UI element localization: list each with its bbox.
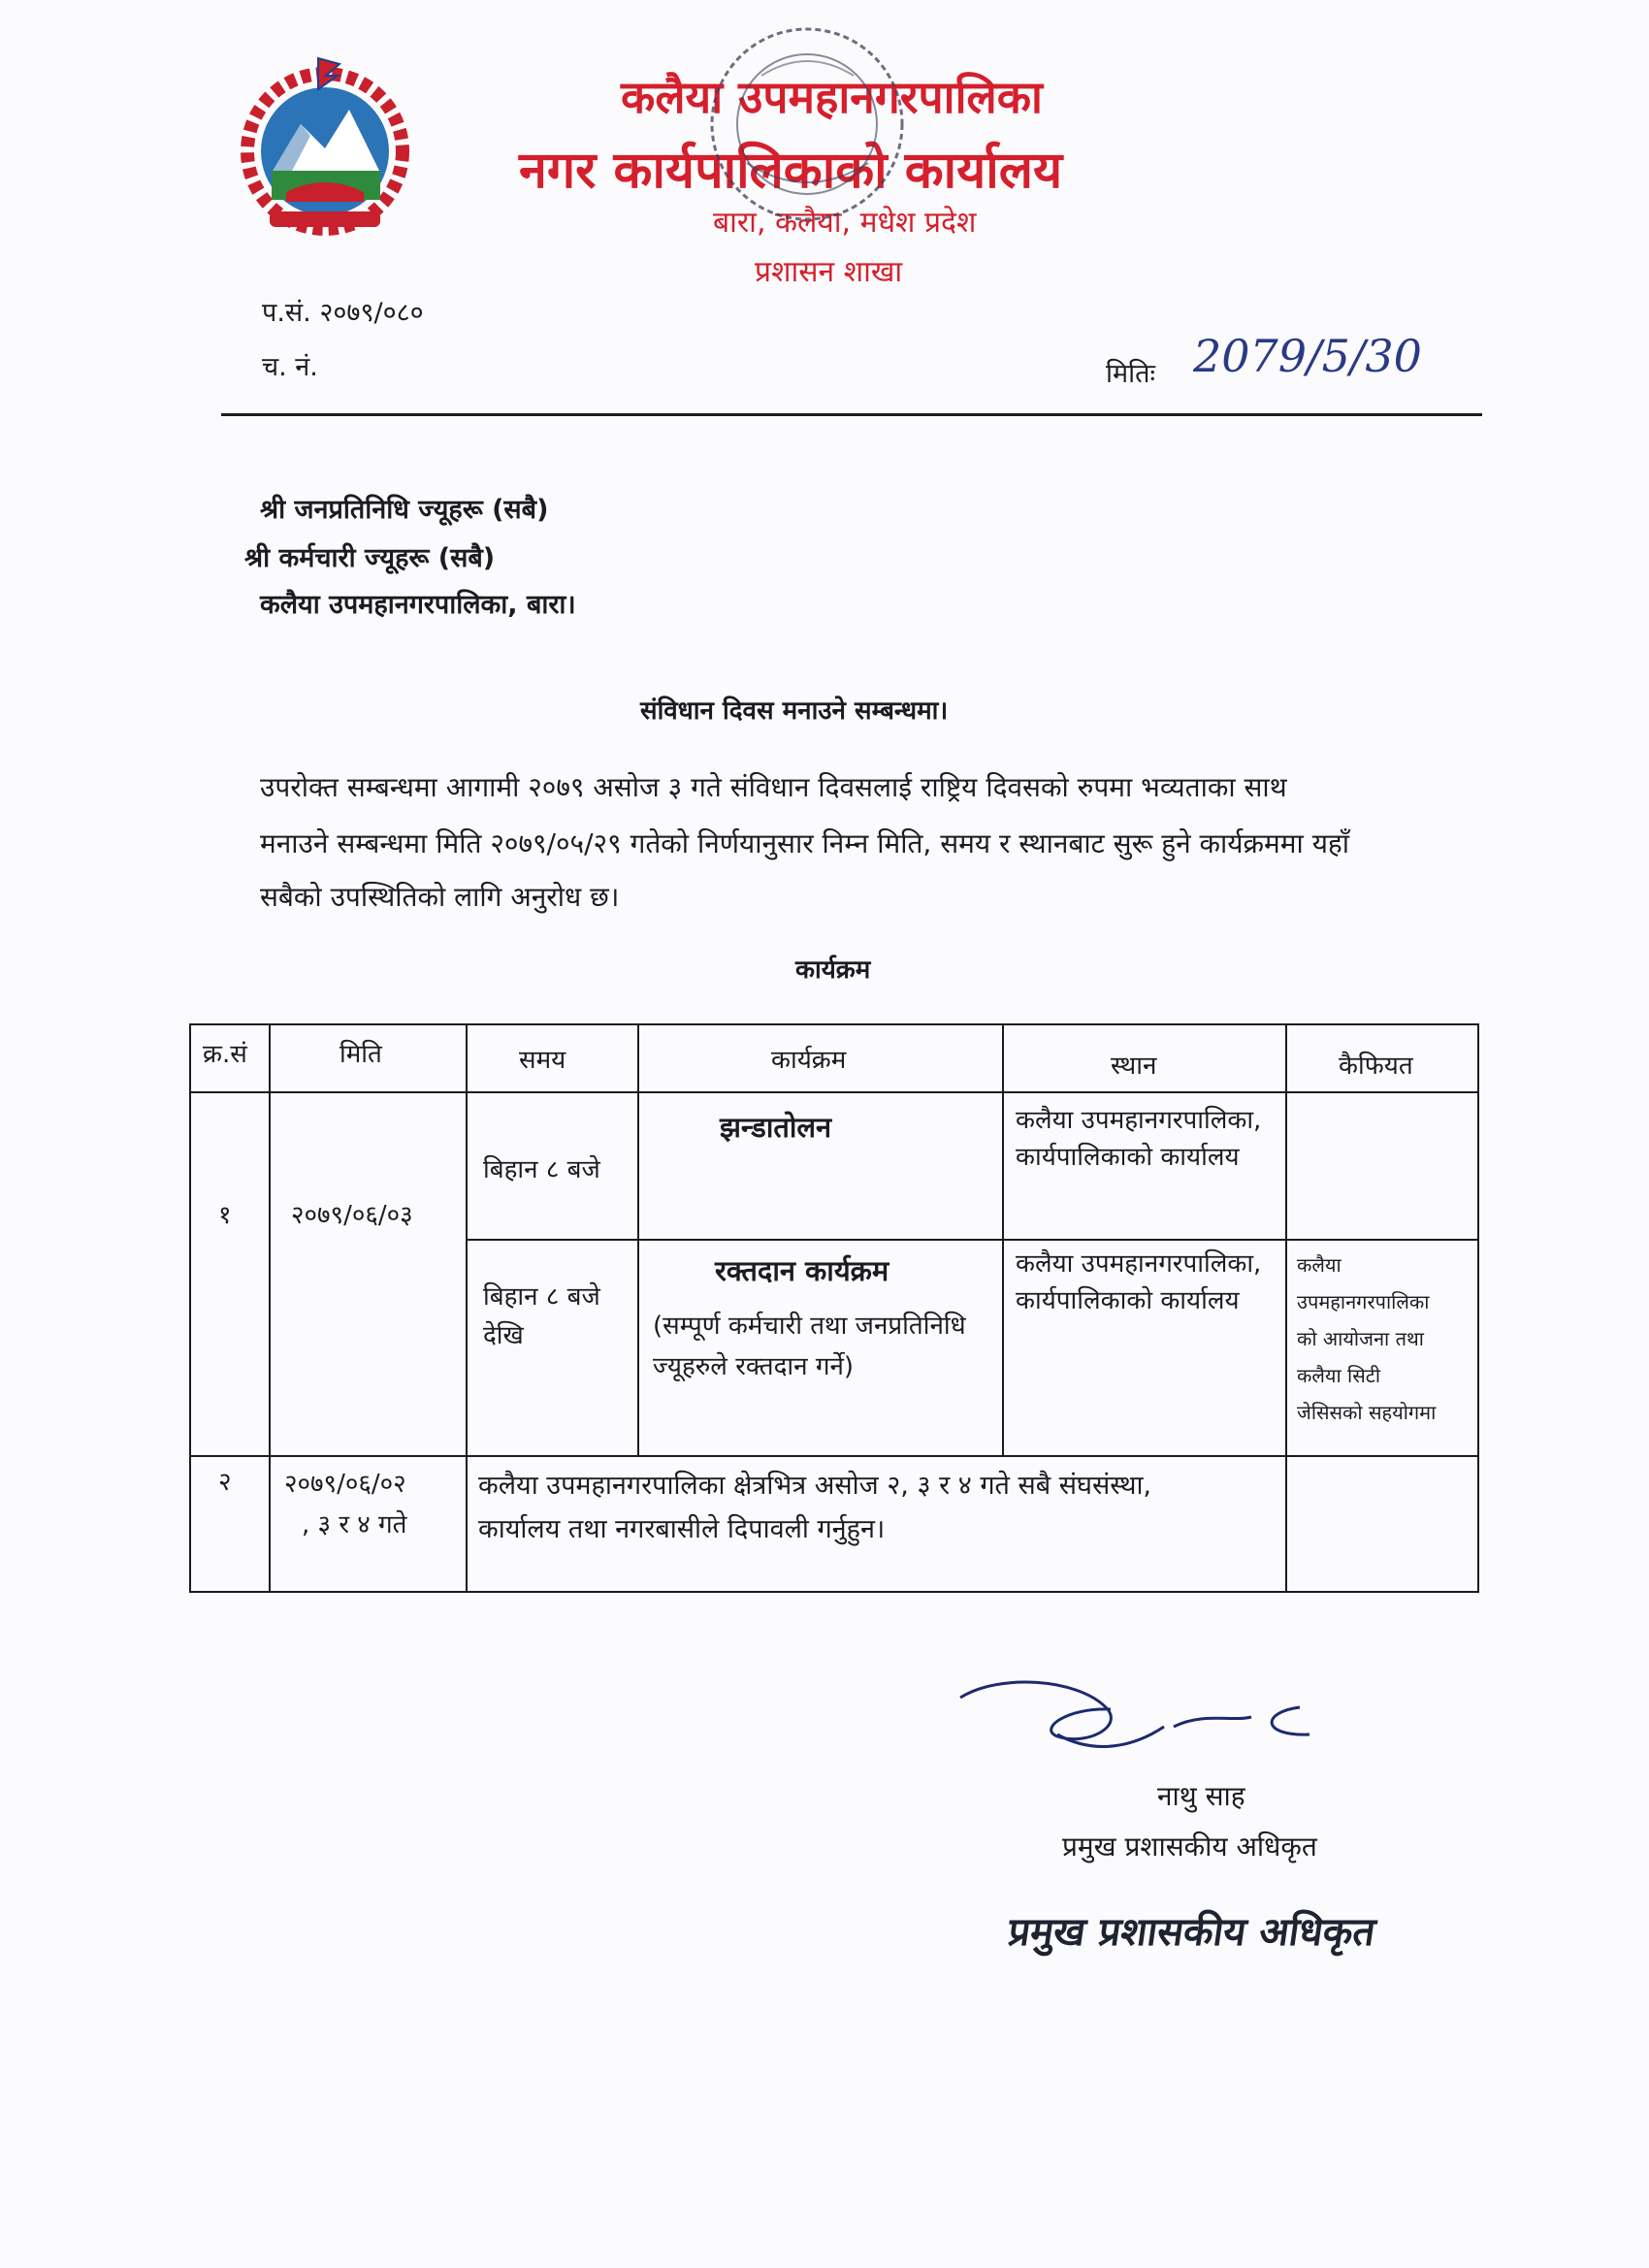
body-line: उपरोक्त सम्बन्धमा आगामी २०७९ असोज ३ गते संविधान दिवसलाई राष्ट्रिय दिवसको रुपमा भव्यताका साथ	[260, 771, 1287, 803]
flag-hoisting-program: झन्डातोलन	[720, 1111, 832, 1144]
blood-donation-place: कलैया उपमहानगरपालिका, कार्यपालिकाको कार्यालय	[1016, 1249, 1262, 1315]
branch-name: प्रशासन शाखा	[755, 255, 903, 289]
blood-donation-remarks: कलैया उपमहानगरपालिका को आयोजना तथा कलैया सिटी जेसिसको सहयोगमा	[1297, 1253, 1437, 1424]
blood-donation-note: (सम्पूर्ण कर्मचारी तथा जनप्रतिनिधि ज्यूहरुले रक्तदान गर्ने)	[653, 1312, 966, 1381]
program-table	[189, 1023, 1479, 1593]
header-divider	[221, 413, 1482, 416]
blood-donation-program: रक्तदान कार्यक्रम	[715, 1254, 889, 1287]
flag-hoisting-time: बिहान ८ बजे	[483, 1155, 600, 1184]
col-header-place: स्थान	[1111, 1052, 1157, 1081]
date-label: मितिः	[1106, 359, 1155, 389]
reference-number: प.सं. २०७९/०८०	[262, 298, 424, 328]
col-header-program: कार्यक्रम	[771, 1046, 847, 1075]
body-line: मनाउने सम्बन्धमा मिति २०७९/०५/२९ गतेको निर्णयानुसार निम्न मिति, समय र स्थानबाट सुरू हुने कार्यक्रममा यहाँ	[260, 827, 1350, 859]
office-round-stamp	[703, 17, 912, 250]
body-line: सबैको उपस्थितिको लागि अनुरोध छ।	[260, 881, 620, 913]
row1-sn: १	[218, 1201, 232, 1230]
letter-subject: संविधान दिवस मनाउने सम्बन्धमा।	[640, 697, 949, 726]
addressee-staff: श्री कर्मचारी ज्यूहरू (सबै)	[244, 543, 496, 573]
office-address: बारा, कलैया, मधेश प्रदेश	[713, 206, 977, 240]
blood-donation-time: बिहान ८ बजे देखि	[483, 1282, 600, 1351]
row2-sn: २	[218, 1468, 232, 1497]
row2-date: २०७९/०६/०२ , ३ र ४ गते	[284, 1470, 407, 1539]
addressee-municipality: कलैया उपमहानगरपालिका, बारा।	[260, 590, 576, 620]
col-header-remarks: कैफियत	[1339, 1052, 1413, 1081]
designation-stamp: प्रमुख प्रशासकीय अधिकृत	[1005, 1910, 1378, 1955]
signatory-designation: प्रमुख प्रशासकीय अधिकृत	[1062, 1831, 1317, 1863]
program-heading: कार्यक्रम	[795, 956, 871, 985]
flag-hoisting-place: कलैया उपमहानगरपालिका, कार्यपालिकाको कार्यालय	[1016, 1106, 1262, 1172]
signatory-name: नाथु साह	[1157, 1780, 1245, 1812]
col-header-sn: क्र.सं	[203, 1040, 247, 1069]
handwritten-signature	[941, 1669, 1368, 1775]
addressee-representatives: श्री जनप्रतिनिधि ज्यूहरू (सबै)	[260, 495, 549, 525]
office-name-line2: नगर कार्यपालिकाको कार्यालय	[519, 142, 1063, 200]
row1-date: २०७९/०६/०३	[291, 1201, 413, 1230]
col-header-time: समय	[519, 1046, 566, 1075]
dispatch-number: च. नं.	[262, 352, 318, 382]
nepal-emblem-icon	[233, 56, 417, 241]
col-header-date: मिति	[340, 1040, 382, 1069]
office-name-line1: कलैया उपमहानगरपालिका	[621, 71, 1043, 123]
row2-description: कलैया उपमहानगरपालिका क्षेत्रभित्र असोज २, ३ र ४ गते सबै संघसंस्था, कार्यालय तथा नगरबासीले दिपावली गर्नुहुन।	[478, 1471, 1152, 1544]
handwritten-date: 2079/5/30	[1193, 330, 1422, 382]
